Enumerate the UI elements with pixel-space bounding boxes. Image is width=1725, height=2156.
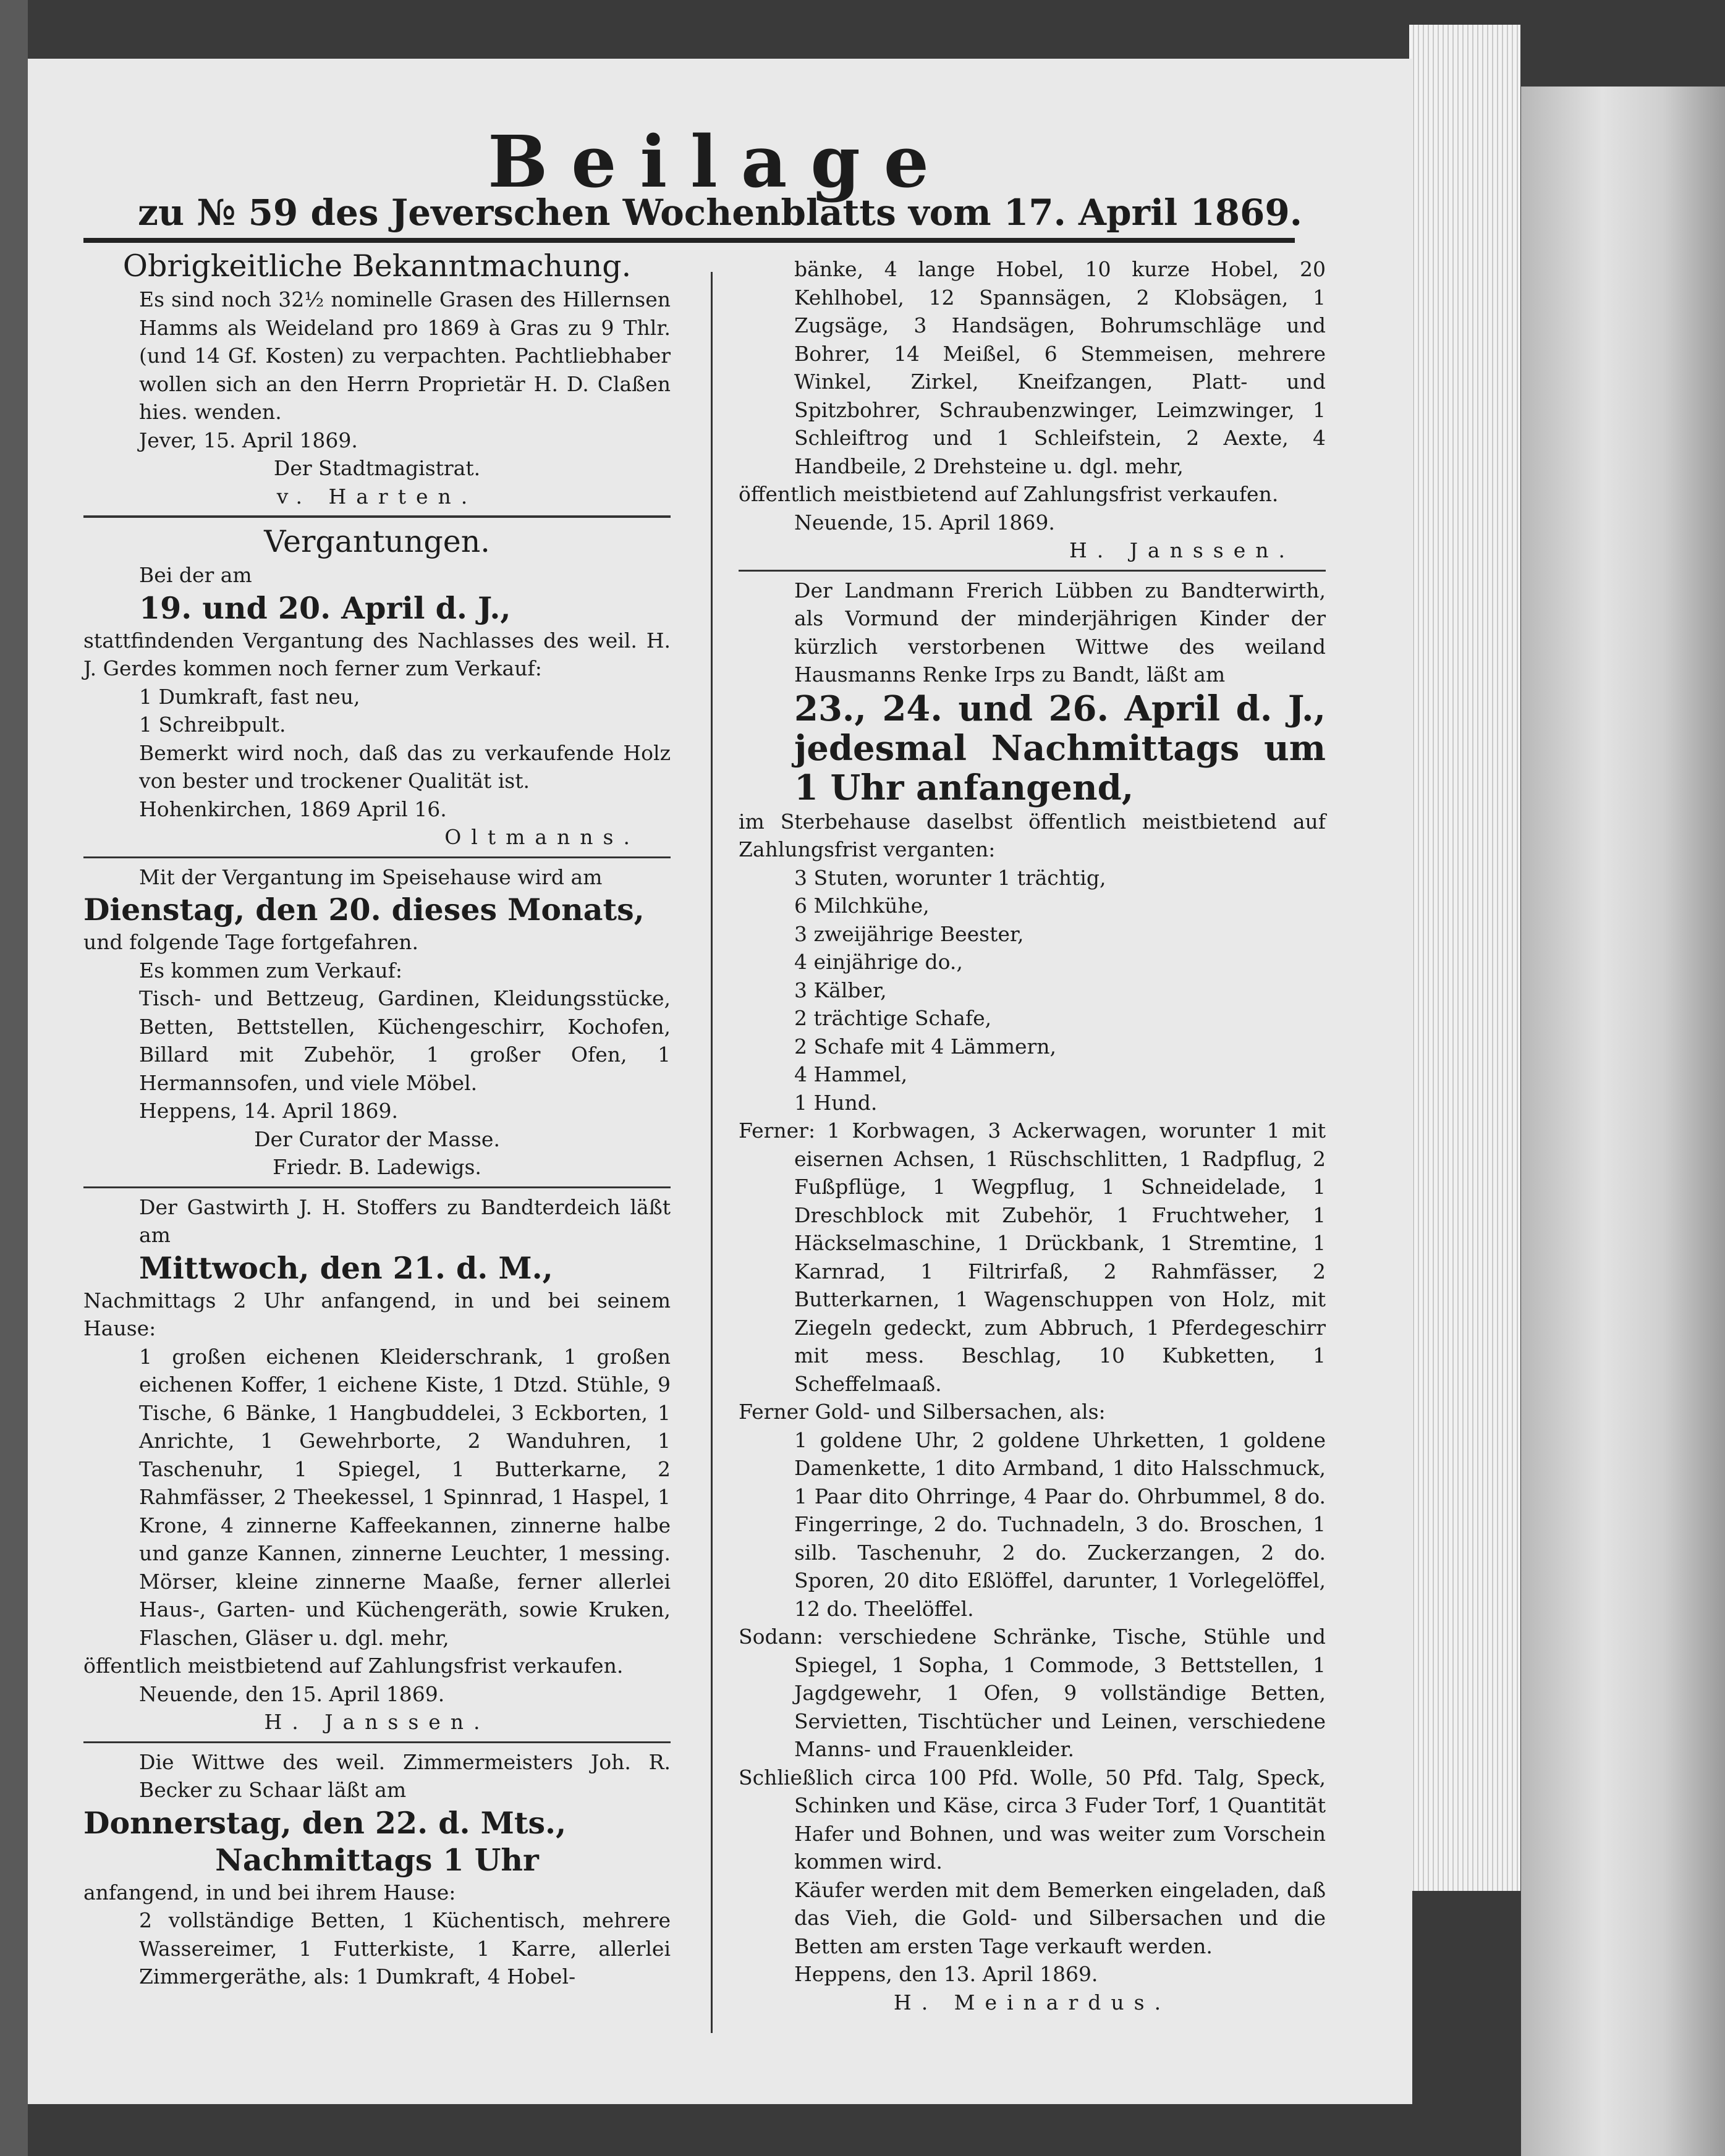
book-page-edges [1521, 87, 1725, 2156]
becker-items: 2 vollständige Betten, 1 Küchentisch, mehrere Wassereimer, 1 Futterkiste, 1 Karre, allerlei Zimmergeräthe, als: 1 Dumkraft, 4 Hobel- [139, 1908, 671, 1989]
vergantungen-signature: Oltmanns. [444, 825, 640, 849]
obrigkeit-authority: Der Stadtmagistrat. [273, 456, 481, 480]
becker-close: öffentlich meistbietend auf Zahlungsfrist verkaufen. [739, 482, 1279, 506]
stoffers-body: Nachmittags 2 Uhr anfangend, in und bei seinem Hause: [83, 1288, 671, 1340]
column-divider [711, 272, 713, 2033]
vergantungen-intro: Bei der am [139, 563, 252, 587]
speisehaus-intro: Mit der Vergantung im Speisehause wird am [139, 865, 603, 889]
speisehaus-body: Tisch- und Bettzeug, Gardinen, Kleidungsstücke, Betten, Bettstellen, Küchengeschirr, Kochofen, Billard mit Zubehör, 1 großer Ofen, 1 Hermannsofen, und viele Möbel. [139, 986, 671, 1095]
section-rule [83, 856, 671, 858]
obrigkeit-signature: v. Harten. [276, 484, 478, 509]
obrigkeit-heading: Obrigkeitliche Bekanntmachung. [122, 248, 632, 284]
speisehaus-lead: Es kommen zum Verkauf: [139, 958, 403, 983]
stoffers-intro: Der Gastwirth J. H. Stoffers zu Bandterdeich läßt am [139, 1194, 671, 1247]
obrigkeit-place-date: Jever, 15. April 1869. [139, 428, 358, 452]
stoffers-items: 1 großen eichenen Kleiderschrank, 1 großen eichenen Koffer, 1 eichene Kiste, 1 Dtzd. Stühle, 9 Tische, 6 Bänke, 1 Hangbuddelei, 3 Eckborten, 1 Anrichte, 1 Gewehrborte, 2 Wanduhren, 1 Taschenuhr, 1 Spiegel, 1 Butterkarne, 2 Rahmfässer, 2 Theekessel, 1 Spinnrad, 1 Haspel, 1 Krone, 4 zinnerne Kaffeekannen, zinnerne halbe und ganze Kannen, zinnerne Leuchter, 1 messing. Mörser, kleine zinnerne Maaße, ferner allerlei Haus-, Garten- und Küchengeräth, sowie Kruken, Flaschen, Gläser u. dgl. mehr, [139, 1344, 671, 1650]
luebben-date: 23., 24. und 26. April d. J., jedesmal Nachmittags um 1 Uhr anfangend, [794, 688, 1326, 808]
luebben-schliesslich: Schließlich circa 100 Pfd. Wolle, 50 Pfd. Talg, Speck, Schinken und Käse, circa 3 Fuder Torf, 1 Quantität Hafer und Bohnen, und was weiter zum Vorschein kommen wird. [739, 1765, 1326, 1874]
stoffers-close: öffentlich meistbietend auf Zahlungsfrist verkaufen. [83, 1654, 624, 1678]
stoffers-signature: H. Janssen. [264, 1710, 490, 1734]
luebben-body: im Sterbehause daselbst öffentlich meistbietend auf Zahlungsfrist verganten: [739, 809, 1326, 861]
luebben-animal: 6 Milchkühe, [794, 894, 930, 918]
vergantungen-heading: Vergantungen. [264, 524, 490, 559]
luebben-sodann: Sodann: verschiedene Schränke, Tische, Stühle und Spiegel, 1 Sopha, 1 Commode, 3 Bettstellen, 1 Jagdgewehr, 1 Ofen, 9 vollständige Betten, Servietten, Tischtücher und Leinen, verschiedene Manns- und Frauenkleider. [739, 1625, 1326, 1761]
speisehaus-signature: Friedr. B. Ladewigs. [273, 1155, 481, 1179]
becker-date: Donnerstag, den 22. d. Mts., [83, 1804, 567, 1841]
section-rule [83, 1186, 671, 1188]
section-rule [83, 1741, 671, 1743]
becker-signature: H. Janssen. [1069, 538, 1295, 562]
vergantungen-note: Bemerkt wird noch, daß das zu verkaufende Holz von bester und trockener Qualität ist. [139, 740, 671, 793]
vergantungen-body: stattfindenden Vergantung des Nachlasses des weil. H. J. Gerdes kommen noch ferner zum Verkauf: [83, 628, 671, 680]
newspaper-page [28, 59, 1412, 2104]
page-title: Beilage [488, 120, 952, 204]
page-subtitle: zu № 59 des Jeverschen Wochenblatts vom 17. April 1869. [138, 192, 1302, 234]
speisehaus-authority: Der Curator der Masse. [254, 1127, 500, 1151]
speisehaus-date: Dienstag, den 20. dieses Monats, [83, 892, 645, 928]
stoffers-date: Mittwoch, den 21. d. M., [139, 1249, 553, 1286]
becker-intro: Die Wittwe des weil. Zimmermeisters Joh. R. Becker zu Schaar läßt am [139, 1749, 671, 1802]
right-column [739, 255, 1326, 2016]
luebben-animal: 4 Hammel, [794, 1062, 908, 1086]
becker-body: anfangend, in und bei ihrem Hause: [83, 1880, 456, 1904]
luebben-note: Käufer werden mit dem Bemerken eingeladen, daß das Vieh, die Gold- und Silbersachen und die Betten am ersten Tage verkauft werden. [794, 1877, 1326, 1958]
luebben-animal: 2 Schafe mit 4 Lämmern, [794, 1034, 1057, 1059]
becker-time: Nachmittags 1 Uhr [215, 1841, 539, 1878]
luebben-gold-lead: Ferner Gold- und Silbersachen, als: [739, 1400, 1106, 1424]
stoffers-place-date: Neuende, den 15. April 1869. [139, 1681, 445, 1706]
luebben-place-date: Heppens, den 13. April 1869. [794, 1962, 1098, 1986]
luebben-animal: 4 einjährige do., [794, 950, 963, 974]
luebben-animal: 3 Stuten, worunter 1 trächtig, [794, 865, 1106, 890]
speisehaus-place-date: Heppens, 14. April 1869. [139, 1099, 399, 1123]
becker-place-date: Neuende, 15. April 1869. [794, 510, 1055, 535]
left-column [83, 247, 671, 1991]
luebben-animal: 1 Hund. [794, 1090, 878, 1115]
luebben-animal: 2 trächtige Schafe, [794, 1006, 992, 1030]
section-rule [83, 515, 671, 518]
vergantungen-item: 1 Dumkraft, fast neu, [139, 684, 360, 709]
becker-items-cont: bänke, 4 lange Hobel, 10 kurze Hobel, 20 Kehlhobel, 12 Spannsägen, 2 Klobsägen, 1 Zugsäge, 3 Handsägen, Bohrumschläge und Bohrer, 14 Meißel, 6 Stemmeisen, mehrere Winkel, Zirkel, Kneifzangen, Platt- und Spitzbohrer, Schraubenzwinger, Leimzwinger, 1 Schleiftrog und 1 Schleifstein, 2 Aexte, 4 Handbeile, 2 Drehsteine u. dgl. mehr, [794, 257, 1326, 478]
book-spine-shadow [0, 0, 28, 2156]
luebben-animal: 3 zweijährige Beester, [794, 921, 1024, 946]
luebben-gold-items: 1 goldene Uhr, 2 goldene Uhrketten, 1 goldene Damenkette, 1 dito Armband, 1 dito Halsschmuck, 1 Paar dito Ohrringe, 4 Paar do. Ohrbummel, 8 do. Fingerringe, 2 do. Tuchnadeln, 3 do. Broschen, 1 silb. Taschenuhr, 2 do. Zuckerzangen, 2 do. Sporen, 20 dito Eßlöffel, darunter, 1 Vorlegelöffel, 12 do. Theelöffel. [794, 1427, 1326, 1621]
speisehaus-cont: und folgende Tage fortgefahren. [83, 930, 419, 954]
header-rule [83, 238, 1295, 243]
vergantungen-place-date: Hohenkirchen, 1869 April 16. [139, 797, 447, 821]
page-stack [1409, 25, 1520, 1891]
vergantungen-date: 19. und 20. April d. J., [139, 590, 511, 626]
vergantungen-item: 1 Schreibpult. [139, 712, 286, 737]
luebben-intro: Der Landmann Frerich Lübben zu Bandterwirth, als Vormund der minderjährigen Kinder der kürzlich verstorbenen Wittwe des weiland Hausmanns Renke Irps zu Bandt, läßt am [794, 578, 1326, 687]
obrigkeit-body: Es sind noch 32½ nominelle Grasen des Hillernsen Hamms als Weideland pro 1869 à Gras zu 9 Thlr. (und 14 Gf. Kosten) zu verpachten. Pachtliebhaber wollen sich an den Herrn Proprietär H. D. Claßen hies. wenden. [139, 287, 671, 424]
luebben-animal: 3 Kälber, [794, 978, 887, 1002]
luebben-signature: H. Meinardus. [893, 1990, 1171, 2014]
luebben-ferner: Ferner: 1 Korbwagen, 3 Ackerwagen, worunter 1 mit eisernen Achsen, 1 Rüschschlitten, 1 Radpflug, 2 Fußpflüge, 1 Wegpflug, 1 Schneidelade, 1 Dreschblock mit Zubehör, 1 Fruchtweher, 1 Häckselmaschine, 1 Drückbank, 1 Stremtine, 1 Karnrad, 1 Filtrirfaß, 2 Rahmfässer, 2 Butterkarnen, 1 Wagenschuppen von Holz, mit Ziegeln gedeckt, zum Abbruch, 1 Pferdegeschirr mit mess. Beschlag, 10 Kubketten, 1 Scheffelmaaß. [739, 1118, 1326, 1396]
section-rule [739, 570, 1326, 572]
